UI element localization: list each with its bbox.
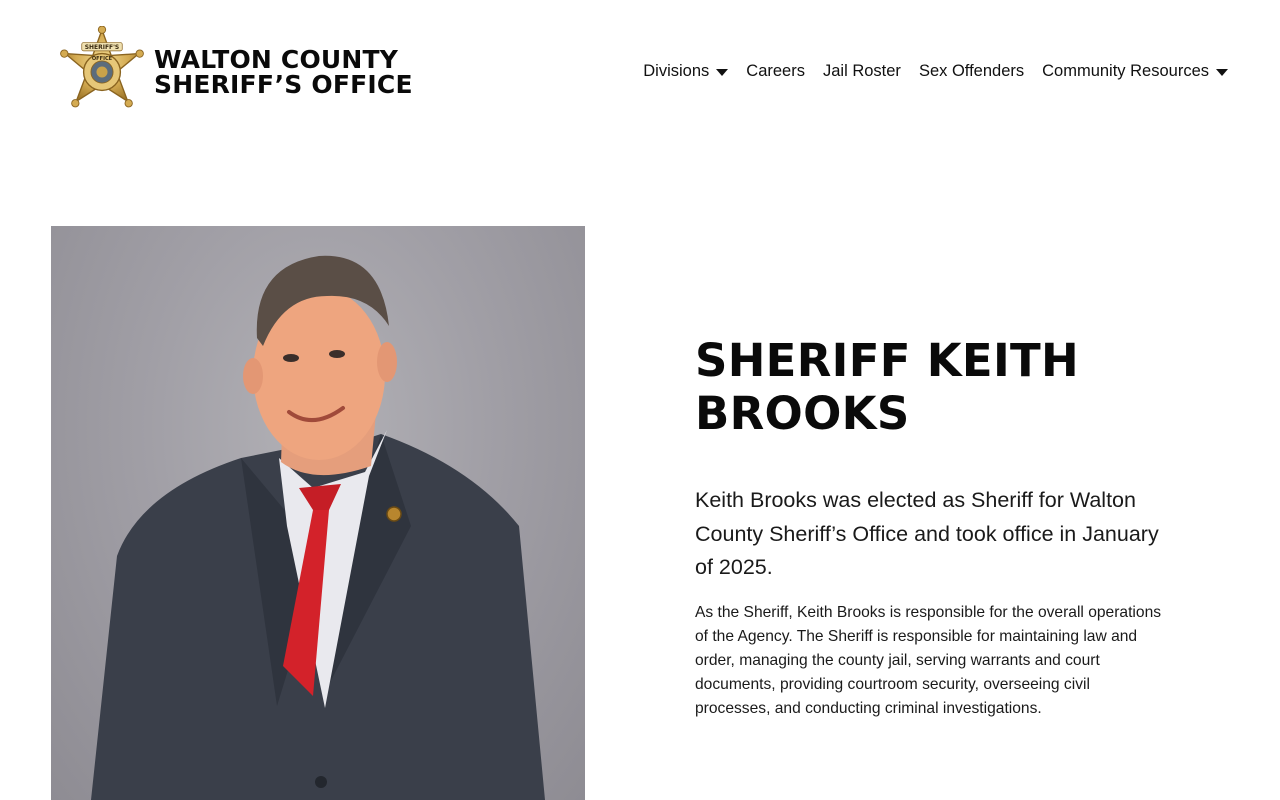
caret-down-icon: [1216, 69, 1228, 76]
logo-line-2: SHERIFF’S OFFICE: [154, 70, 413, 99]
sheriff-star-badge-icon: [56, 26, 148, 118]
bio-lead: Keith Brooks was elected as Sheriff for Walton County Sheriff’s Office and took office in January of 2025.: [695, 488, 1159, 579]
nav-label: Jail Roster: [822, 62, 901, 80]
nav-item-divisions[interactable]: [643, 62, 728, 81]
nav-item-community-resources[interactable]: [1042, 62, 1228, 81]
bio-body: As the Sheriff, Keith Brooks is responsible for the overall operations of the Agency. The Sheriff is responsible for maintaining law and order, managing the county jail, serving warrants and court documents, providing courtroom security, overseeing civil processes, and conducting criminal investigations.: [695, 603, 1162, 717]
sheriff-portrait-photo: [51, 226, 585, 800]
nav-label: Community Resources: [1042, 62, 1209, 80]
badge-text-mid: OFFICE: [91, 56, 113, 63]
logo-wordmark: [154, 47, 413, 97]
nav-item-sex-offenders[interactable]: [919, 62, 1024, 81]
nav-item-careers[interactable]: [746, 62, 805, 81]
right-ear: [377, 342, 397, 382]
nav-label: Careers: [746, 62, 805, 80]
nav-item-jail-roster[interactable]: [823, 62, 901, 81]
jacket-button: [315, 776, 327, 788]
nav-label: Divisions: [643, 62, 710, 80]
page-title: SHERIFF KEITH BROOKS: [695, 334, 1079, 440]
sheriff-bio: [695, 334, 1165, 721]
site-logo[interactable]: [56, 26, 413, 118]
left-ear: [243, 358, 263, 394]
site-header: [0, 0, 1280, 150]
lapel-pin: [387, 507, 401, 521]
badge-text-top: SHERIFF'S: [84, 44, 120, 51]
main-nav: [643, 62, 1228, 81]
logo-line-1: WALTON COUNTY: [154, 45, 399, 74]
right-eye: [329, 350, 345, 358]
caret-down-icon: [716, 69, 728, 76]
left-eye: [283, 354, 299, 362]
nav-label: Sex Offenders: [918, 62, 1025, 80]
portrait-illustration: [51, 226, 585, 800]
